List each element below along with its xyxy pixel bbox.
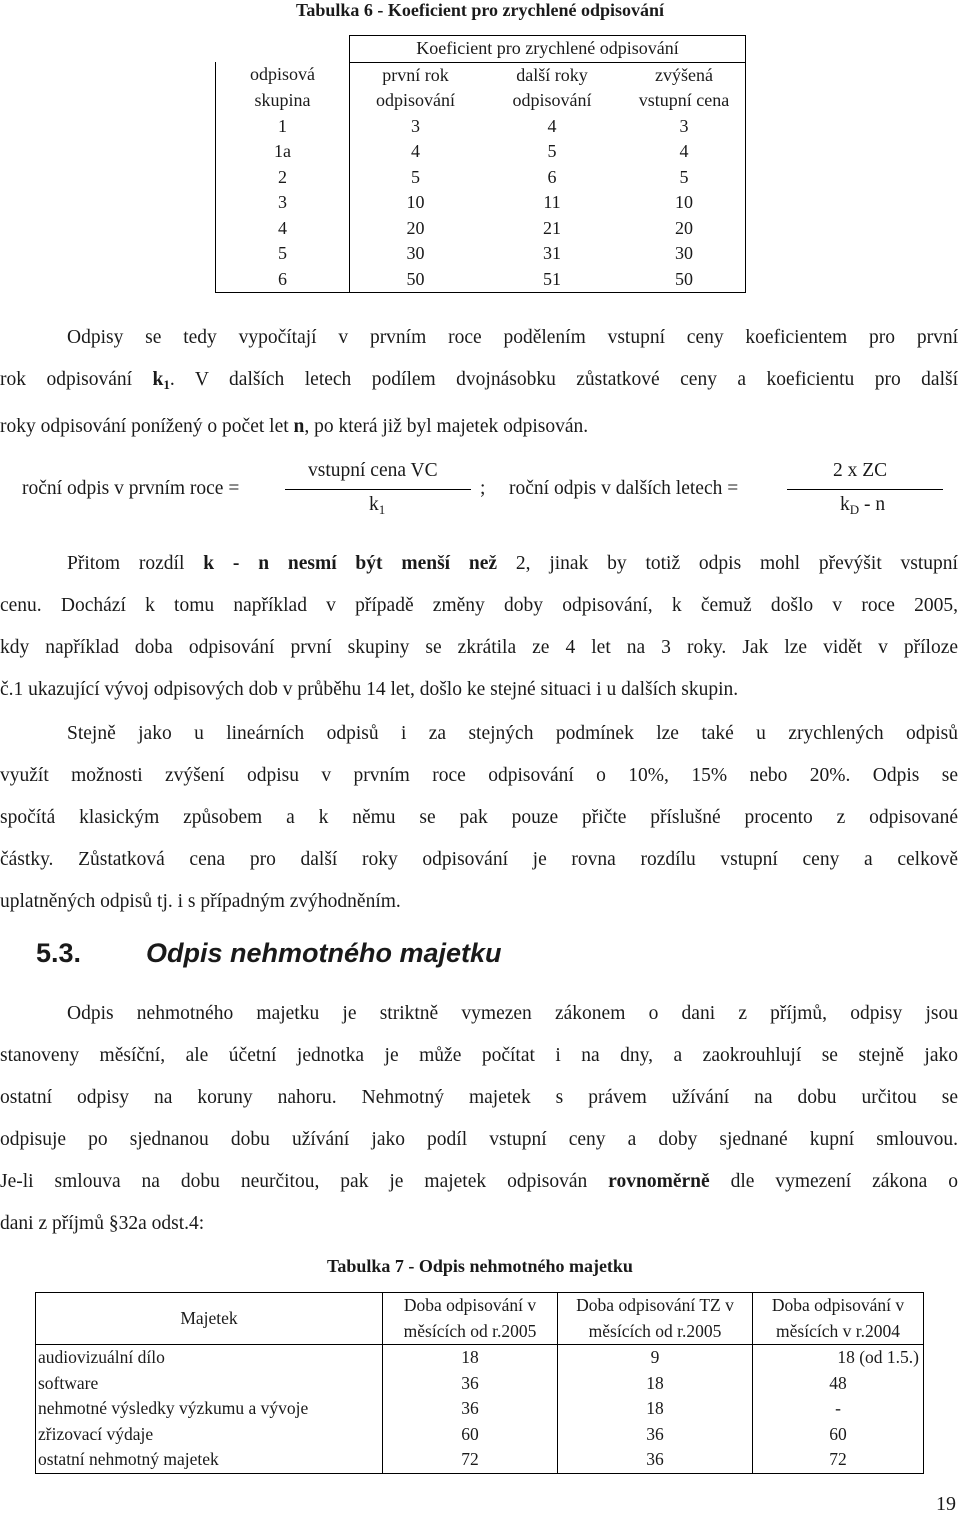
table7-cell: 18 bbox=[558, 1396, 753, 1422]
section-number: 5.3. bbox=[36, 938, 82, 968]
formula-right-numerator: 2 x ZC bbox=[833, 460, 888, 481]
table6-cell: 31 bbox=[543, 243, 561, 263]
fraction-line bbox=[285, 489, 471, 490]
text-line: Odpisy se tedy vypočítají v prvním roce podělením vstupní ceny koeficientem pro první bbox=[67, 327, 958, 348]
table6-header-cell: první rok bbox=[350, 62, 482, 88]
table-row bbox=[216, 114, 746, 140]
table6-cell: 10 bbox=[350, 190, 482, 216]
section-title: Odpis nehmotného majetku bbox=[146, 938, 502, 968]
table6-cell: 11 bbox=[543, 192, 561, 212]
table7-cell: 60 bbox=[753, 1422, 924, 1448]
table7-caption: Tabulka 7 - Odpis nehmotného majetku bbox=[327, 1256, 633, 1276]
page-number: 19 bbox=[936, 1493, 956, 1515]
table-row bbox=[216, 216, 746, 242]
text-line: dani z příjmů §32a odst.4: bbox=[0, 1213, 205, 1234]
table7-cell: ostatní nehmotný majetek bbox=[36, 1447, 383, 1473]
table6-header-cell: zvýšená bbox=[623, 62, 746, 88]
table6-cell: 50 bbox=[350, 267, 482, 293]
formula-right-label: roční odpis v dalších letech = bbox=[509, 478, 739, 499]
table-row bbox=[36, 1447, 924, 1473]
table7-header-cell: Majetek bbox=[36, 1293, 383, 1345]
table7-cell: 18 (od 1.5.) bbox=[753, 1345, 924, 1371]
table6-cell: 4 bbox=[547, 115, 557, 136]
text-line: cenu. Dochází k tomu například v případě změny doby odpisování, k čemuž došlo v roce 2005, bbox=[0, 595, 958, 616]
table6-cell: 3 bbox=[216, 190, 350, 216]
text-line: rok odpisování bbox=[0, 369, 153, 390]
table7-cell: audiovizuální dílo bbox=[36, 1345, 383, 1371]
table7-header-cell: měsících od r.2005 bbox=[383, 1319, 558, 1345]
text-line: částky. Zůstatková cena pro další roky odpisování je rovna rozdílu vstupní ceny a celkově bbox=[0, 849, 958, 870]
table6-cell: 21 bbox=[543, 217, 561, 238]
table7-header-cell: měsících v r.2004 bbox=[753, 1319, 924, 1345]
table7-header-cell: Doba odpisování v bbox=[753, 1293, 924, 1319]
table7-cell: 18 bbox=[383, 1345, 558, 1371]
table7-cell: 72 bbox=[753, 1447, 924, 1473]
table7-cell: 9 bbox=[558, 1345, 753, 1371]
table-row bbox=[36, 1345, 924, 1371]
text-line: odpisuje po sjednanou dobu užívání jako podíl vstupní ceny a doby sjednané kupní smlouvou. bbox=[0, 1129, 958, 1150]
table6-group-header: Koeficient pro zrychlené odpisování bbox=[350, 36, 746, 63]
table6-cell: 5 bbox=[350, 165, 482, 191]
table6 bbox=[215, 35, 746, 293]
text-line: Stejně jako u lineárních odpisů i za stejných podmínek lze také u zrychlených odpisů bbox=[67, 723, 958, 744]
table6-cell: 2 bbox=[216, 165, 350, 191]
coefficient-symbol: k bbox=[152, 369, 164, 390]
table6-cell: 3 bbox=[350, 114, 482, 140]
fraction-line bbox=[787, 489, 943, 490]
table6-header-cell: vstupní cena bbox=[623, 88, 746, 114]
table-row bbox=[36, 1371, 924, 1397]
bold-text: rovnoměrně bbox=[608, 1171, 710, 1192]
text-line: Odpis nehmotného majetku je striktně vymezen zákonem o dani z příjmů, odpisy jsou bbox=[67, 1003, 958, 1024]
table-row bbox=[216, 165, 746, 191]
table-row bbox=[216, 190, 746, 216]
text-line: 2, jinak by totiž odpis mohl převýšit vstupní bbox=[497, 553, 958, 574]
table6-cell: 6 bbox=[547, 166, 557, 187]
paragraph bbox=[0, 543, 958, 711]
table7-cell: nehmotné výsledky výzkumu a vývoje bbox=[36, 1396, 383, 1422]
table6-cell: 4 bbox=[350, 139, 482, 165]
paragraph bbox=[0, 713, 958, 923]
table6-cell: 5 bbox=[547, 141, 557, 161]
table6-cell: 5 bbox=[623, 165, 746, 191]
table7-header-cell: Doba odpisování v bbox=[383, 1293, 558, 1319]
text-line: uplatněných odpisů tj. i s případným zvýhodněním. bbox=[0, 891, 401, 912]
table6-cell: 30 bbox=[623, 241, 746, 267]
text-line: č.1 ukazující vývoj odpisových dob v průběhu 14 let, došlo ke stejné situaci i u dalších skupin. bbox=[0, 679, 739, 700]
table7 bbox=[35, 1292, 924, 1474]
table7-cell: 60 bbox=[383, 1422, 558, 1448]
table6-cell: 3 bbox=[623, 114, 746, 140]
table7-cell: 36 bbox=[383, 1371, 558, 1397]
table-row bbox=[36, 1422, 924, 1448]
text-line: roky odpisování ponížený o počet let bbox=[0, 416, 294, 437]
table7-cell: 36 bbox=[558, 1447, 753, 1473]
table6-header-cell: odpisová bbox=[216, 62, 350, 88]
table6-header-cell: skupina bbox=[216, 88, 350, 114]
table7-cell: 18 bbox=[558, 1371, 753, 1397]
table6-cell: 20 bbox=[350, 216, 482, 242]
formula-left-label: roční odpis v prvním roce = bbox=[22, 478, 240, 499]
table7-cell: 72 bbox=[383, 1447, 558, 1473]
section-heading bbox=[36, 938, 502, 969]
table6-header-cell: odpisování bbox=[512, 90, 592, 110]
table7-cell: - bbox=[753, 1396, 924, 1422]
text-line: , po která již byl majetek odpisován. bbox=[304, 416, 589, 437]
table7-cell: software bbox=[36, 1371, 383, 1397]
table7-cell: 36 bbox=[383, 1396, 558, 1422]
table-row bbox=[36, 1396, 924, 1422]
table-row bbox=[216, 241, 746, 267]
table6-caption: Tabulka 6 - Koeficient pro zrychlené odpisování bbox=[295, 0, 665, 20]
paragraph bbox=[0, 317, 958, 448]
table6-cell: 20 bbox=[623, 216, 746, 242]
table6-cell: 6 bbox=[216, 267, 350, 293]
table6-cell: 5 bbox=[216, 241, 350, 267]
text-line: využít možnosti zvýšení odpisu v prvním roce odpisování o 10%, 15% nebo 20%. Odpis se bbox=[0, 765, 958, 786]
formula-separator: ; bbox=[480, 478, 486, 499]
text-line: Je-li smlouva na dobu neurčitou, pak je majetek odpisován bbox=[0, 1171, 609, 1192]
table6-cell: 10 bbox=[623, 190, 746, 216]
coefficient-subscript: 1 bbox=[163, 377, 170, 392]
text-line: kdy například doba odpisování první skupiny se zkrátila ze 4 let na 3 roky. Jak lze vidět v příloze bbox=[0, 637, 958, 658]
text-line: dle vymezení zákona o bbox=[709, 1171, 958, 1192]
table6-cell: 4 bbox=[623, 139, 746, 165]
paragraph bbox=[0, 993, 958, 1245]
table-row bbox=[216, 139, 746, 165]
text-line: . V dalších letech podílem dvojnásobku zůstatkové ceny a koeficientu pro další bbox=[169, 369, 959, 390]
formula-left-numerator: vstupní cena VC bbox=[308, 460, 438, 481]
table6-cell: 51 bbox=[481, 267, 623, 293]
formula-right-denominator: $k_D$ - n bbox=[840, 494, 886, 517]
years-symbol: n bbox=[293, 416, 305, 437]
table6-header-cell: další roky bbox=[516, 64, 588, 85]
table6-cell: 1 bbox=[216, 114, 350, 140]
table7-cell: zřizovací výdaje bbox=[36, 1422, 383, 1448]
table6-cell: 30 bbox=[350, 241, 482, 267]
table7-header-cell: měsících od r.2005 bbox=[558, 1319, 753, 1345]
table6-cell: 4 bbox=[216, 216, 350, 242]
formula-left-denominator: $k_1$ bbox=[369, 494, 386, 517]
table-row bbox=[216, 267, 746, 293]
table6-header-cell: odpisování bbox=[350, 88, 482, 114]
table6-cell: 50 bbox=[623, 267, 746, 293]
bold-text: k - n nesmí být menší než bbox=[203, 553, 498, 574]
table6-cell: 1a bbox=[216, 139, 350, 165]
table7-header-cell: Doba odpisování TZ v bbox=[558, 1293, 753, 1319]
table7-cell: 36 bbox=[558, 1422, 753, 1448]
text-line: spočítá klasickým způsobem a k němu se pak pouze přičte příslušné procento z odpisované bbox=[0, 807, 958, 828]
table7-cell: 48 bbox=[753, 1371, 924, 1397]
text-line: stanoveny měsíční, ale účetní jednotka je může počítat i na dny, a zaokrouhlují se stejně jako bbox=[0, 1045, 958, 1066]
text-line: ostatní odpisy na koruny nahoru. Nehmotný majetek s právem užívání na dobu určitou se bbox=[0, 1087, 958, 1108]
text-line: Přitom rozdíl bbox=[67, 553, 204, 574]
